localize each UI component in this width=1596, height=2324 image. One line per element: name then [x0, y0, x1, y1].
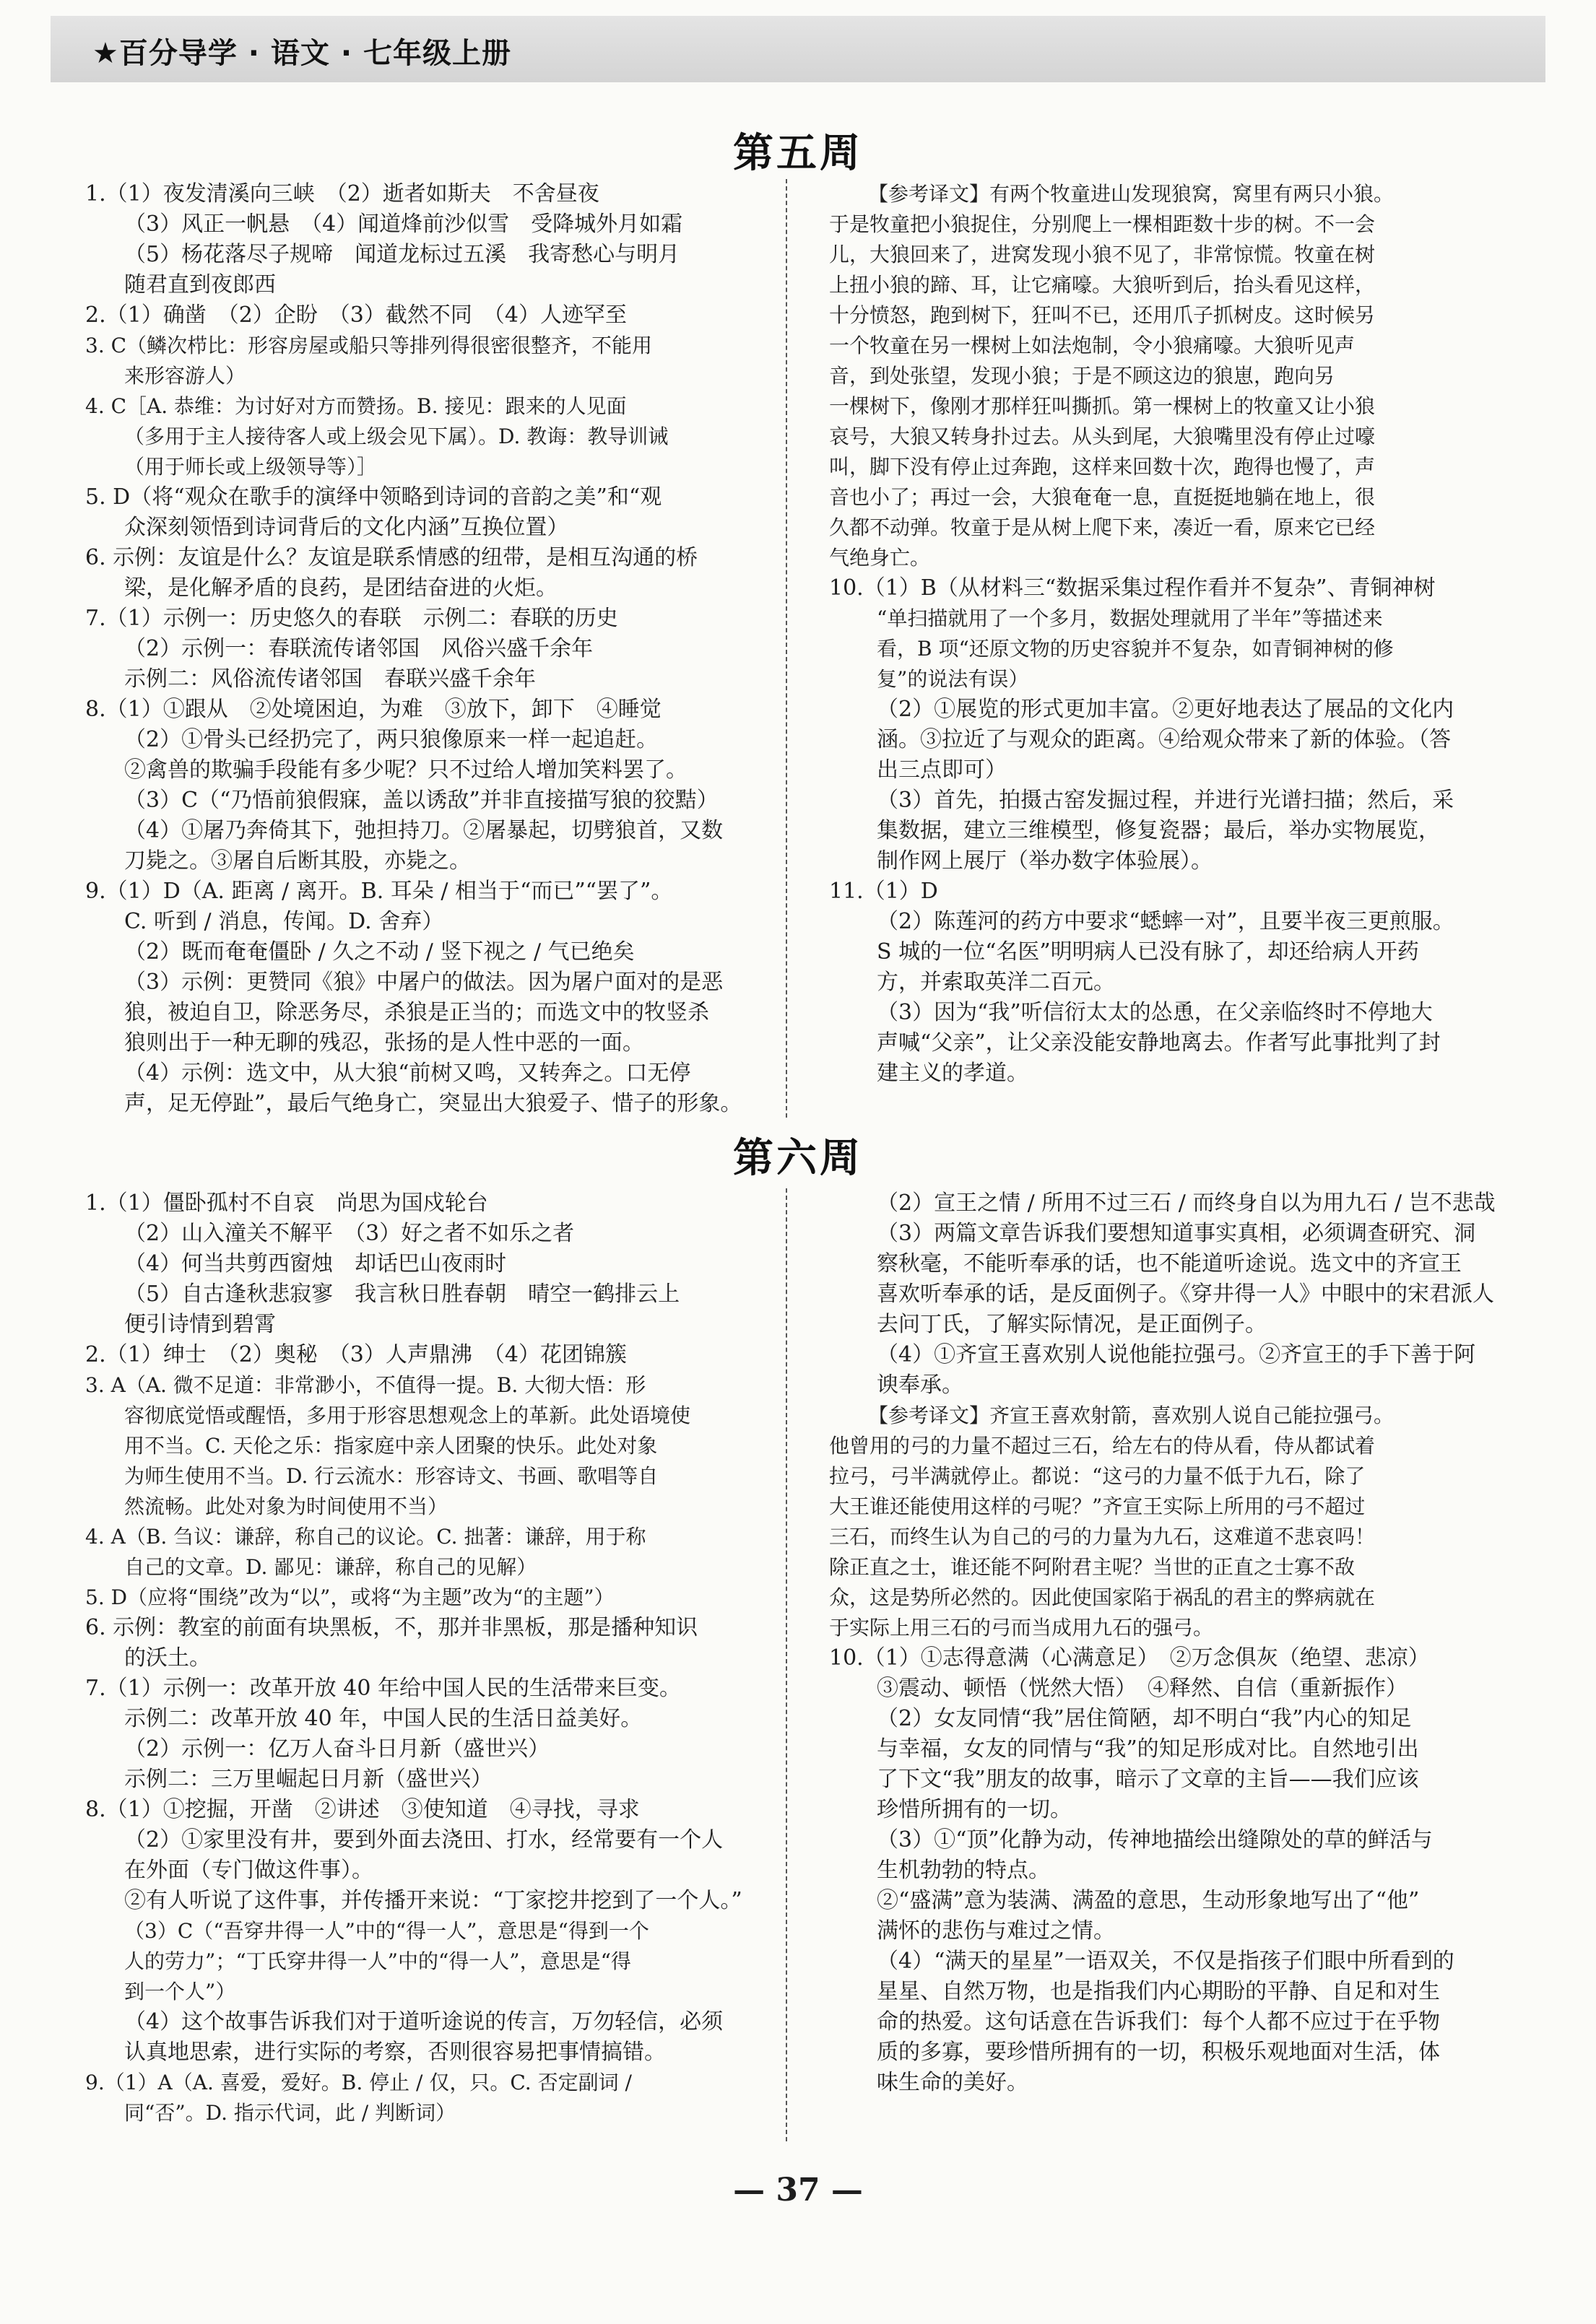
week6-title: 第六周: [733, 1134, 863, 1182]
text-line: 质的多寡，要珍惜所拥有的一切，积极乐观地面对生活，体: [877, 2040, 1440, 2065]
text-line: 8.（1）①跟从 ②处境困迫，为难 ③放下，卸下 ④睡觉: [85, 697, 662, 722]
text-line: “单扫描就用了一个多月，数据处理就用了半年”等描述来: [877, 606, 1383, 630]
text-line: 刀毙之。③屠自后断其股，亦毙之。: [124, 848, 471, 874]
text-line: 叫，脚下没有停止过奔跑，这样来回数十次，跑得也慢了，声: [829, 455, 1376, 479]
text-line: 谀奉承。: [877, 1372, 963, 1398]
text-line: 星星、自然万物，也是指我们内心期盼的平静、自足和对生: [877, 1979, 1440, 2004]
text-line: 10.（1）B（从材料三“数据采集过程作看并不复杂”、青铜神树: [829, 575, 1436, 601]
text-line: （2）示例一：春联流传诸邻国 风俗兴盛千余年: [124, 636, 594, 661]
text-line: （3）C（“乃悟前狼假寐，盖以诱敌”并非直接描写狼的狡黠）: [124, 788, 719, 813]
text-line: 声喊“父亲”，让父亲没能安静地离去。作者写此事批判了封: [877, 1030, 1441, 1056]
text-line: （4）示例：选文中，从大狼“前树又鸣，又转奔之。口无停: [124, 1061, 691, 1086]
text-line: 儿，大狼回来了，进窝发现小狼不见了，非常惊慌。牧童在树: [829, 243, 1376, 266]
text-line: 2.（1）确凿 （2）企盼 （3）截然不同 （4）人迹罕至: [85, 303, 627, 328]
text-line: 察秋毫，不能听奉承的话，也不能道听途说。选文中的齐宣王: [877, 1251, 1462, 1276]
text-line: 喜欢听奉承的话，是反面例子。《穿井得一人》中眼中的宋君派人: [877, 1281, 1494, 1307]
text-line: 生机勃勃的特点。: [877, 1858, 1050, 1883]
text-line: （3）首先，拍摄古窑发掘过程，并进行光谱扫描；然后，采: [877, 788, 1454, 813]
column-divider: [786, 179, 787, 1118]
text-line: （3）示例：更赞同《狼》中屠户的做法。因为屠户面对的是恶: [124, 970, 724, 995]
text-line: 珍惜所拥有的一切。: [877, 1797, 1072, 1822]
text-line: （4）这个故事告诉我们对于道听途说的传言，万勿轻信，必须: [124, 2009, 724, 2034]
text-line: （2）①骨头已经扔完了，两只狼像原来一样一起追赶。: [124, 727, 659, 752]
text-line: 示例二：改革开放 40 年，中国人民的生活日益美好。: [124, 1706, 643, 1731]
text-line: 3. A（A. 微不足道：非常渺小，不值得一提。B. 大彻大悟：形: [85, 1373, 646, 1397]
text-line: （用于师长或上级领导等）］: [124, 455, 378, 479]
text-line: 满怀的悲伤与难过之情。: [877, 1918, 1115, 1944]
text-line: 4. C［A. 恭维：为讨好对方而赞扬。B. 接见：跟来的人见面: [85, 394, 627, 418]
text-line: 出三点即可）: [877, 757, 1007, 783]
text-line: 狼，被迫自卫，除恶务尽，杀狼是正当的；而选文中的牧竖杀: [124, 1000, 709, 1025]
text-line: （4）何当共剪西窗烛 却话巴山夜雨时: [124, 1251, 507, 1276]
text-line: 涵。③拉近了与观众的距离。④给观众带来了新的体验。（答: [877, 727, 1451, 752]
text-line: 音，到处张望，发现小狼；于是不顾这边的狼崽，跑向另: [829, 364, 1335, 388]
text-line: 命的热爱。这句话意在告诉我们：每个人都不应过于在乎物: [877, 2009, 1440, 2034]
text-line: 大王谁还能使用这样的弓呢？”齐宣王实际上所用的弓不超过: [829, 1494, 1366, 1518]
text-line: 10.（1）①志得意满（心满意足） ②万念俱灰（绝望、悲凉）: [829, 1645, 1430, 1671]
text-line: 同“否”。D. 指示代词，此 / 判断词）: [124, 2101, 456, 2125]
text-line: ②禽兽的欺骗手段能有多少呢？只不过给人增加笑料罢了。: [124, 757, 688, 783]
text-line: （2）陈莲河的药方中要求“蟋蟀一对”，且要半夜三更煎服。: [877, 909, 1454, 934]
text-line: 气绝身亡。: [829, 546, 931, 570]
text-line: （3）两篇文章告诉我们要想知道事实真相，必须调查研究、洞: [877, 1221, 1476, 1246]
text-line: 音也小了；再过一会，大狼奄奄一息，直挺挺地躺在地上，很: [829, 485, 1376, 509]
text-line: 除正直之士，谁还能不阿附君主呢？当世的正直之士寡不敌: [829, 1555, 1356, 1579]
text-line: 11.（1）D: [829, 879, 938, 904]
text-line: 方，并索取英洋二百元。: [877, 970, 1115, 995]
text-line: 与幸福，女友的同情与“我”的知足形成对比。自然地引出: [877, 1736, 1419, 1762]
page-number: — 37 —: [733, 2172, 863, 2208]
text-line: 为师生使用不当。D. 行云流水：形容诗文、书画、歌唱等自: [124, 1464, 659, 1488]
text-line: 狼则出于一种无聊的残忍，张扬的是人性中恶的一面。: [124, 1030, 644, 1056]
week5-right-column: [829, 179, 1454, 1089]
text-line: 4. A（B. 刍议：谦辞，称自己的议论。C. 拙著：谦辞，用于称: [85, 1525, 646, 1549]
text-line: 十分愤怒，跑到树下，狂叫不已，还用爪子抓树皮。这时候另: [829, 303, 1376, 327]
text-line: 了下文“我”朋友的故事，暗示了文章的主旨——我们应该: [877, 1767, 1419, 1792]
text-line: （2）示例一：亿万人奋斗日月新（盛世兴）: [124, 1736, 550, 1762]
text-line: 一个牧童在另一棵树上如法炮制，令小狼痛嚎。大狼听见声: [829, 334, 1356, 357]
text-line: （3）风正一帆悬 （4）闻道烽前沙似雪 受降城外月如霜: [124, 212, 683, 237]
text-line: 的沃土。: [124, 1645, 211, 1671]
text-line: 众深刻领悟到诗词背后的文化内涵”互换位置）: [124, 515, 569, 540]
text-line: 8.（1）①挖掘，开凿 ②讲述 ③使知道 ④寻找，寻求: [85, 1797, 640, 1822]
text-line: 然流畅。此处对象为时间使用不当）: [124, 1494, 448, 1518]
text-line: （2）山入潼关不解平 （3）好之者不如乐之者: [124, 1221, 575, 1246]
text-line: （4）①屠乃奔倚其下，弛担持刀。②屠暴起，切劈狼首，又数: [124, 818, 724, 843]
text-line: 一棵树下，像刚才那样狂叫撕抓。第一棵树上的牧童又让小狼: [829, 394, 1376, 418]
page-header: [51, 16, 1545, 82]
text-line: 用不当。C. 天伦之乐：指家庭中亲人团聚的快乐。此处对象: [124, 1434, 658, 1458]
book-title: ★百分导学 · 语文 · 七年级上册: [92, 37, 511, 70]
text-line: 上扭小狼的蹄、耳，让它痛嚎。大狼听到后，抬头看见这样，: [829, 273, 1376, 297]
text-line: （2）①家里没有井，要到外面去浇田、打水，经常要有一个人: [124, 1827, 724, 1853]
text-line: ③震动、顿悟（恍然大悟） ④释然、自信（重新振作）: [877, 1676, 1408, 1701]
text-line: （4）“满天的星星”一语双关，不仅是指孩子们眼中所看到的: [877, 1949, 1454, 1974]
text-line: 6. 示例：教室的前面有块黑板，不，那并非黑板，那是播种知识: [85, 1615, 698, 1640]
text-line: 【参考译文】齐宣王喜欢射箭，喜欢别人说自己能拉强弓。: [868, 1403, 1395, 1427]
week6-right-column: [829, 1188, 1496, 2098]
text-line: 复”的说法有误）: [877, 667, 1029, 691]
text-line: S 城的一位“名医”明明病人已没有脉了，却还给病人开药: [877, 939, 1419, 965]
text-line: （3）因为“我”听信衍太太的怂恿，在父亲临终时不停地大: [877, 1000, 1433, 1025]
week5-title: 第五周: [733, 129, 863, 177]
text-line: （2）女友同情“我”居住简陋，却不明白“我”内心的知足: [877, 1706, 1412, 1731]
text-line: （4）①齐宣王喜欢别人说他能拉强弓。②齐宣王的手下善于阿: [877, 1342, 1476, 1367]
text-line: 他曾用的弓的力量不超过三石，给左右的侍从看，侍从都试着: [829, 1434, 1376, 1458]
text-line: 声，足无停趾”，最后气绝身亡，突显出大狼爱子、惜子的形象。: [124, 1091, 742, 1116]
text-line: 3. C（鳞次栉比：形容房屋或船只等排列得很密很整齐，不能用: [85, 334, 653, 357]
text-line: 建主义的孝道。: [877, 1061, 1028, 1086]
text-line: 拉弓，弓半满就停止。都说：“这弓的力量不低于九石，除了: [829, 1464, 1366, 1488]
text-line: 【参考译文】有两个牧童进山发现狼窝，窝里有两只小狼。: [868, 182, 1395, 206]
text-line: 人的劳力”；“丁氏穿井得一人”中的“得一人”，意思是“得: [124, 1949, 631, 1973]
text-line: 在外面（专门做这件事）。: [124, 1858, 373, 1883]
week6-left-column: [85, 1188, 742, 2128]
text-line: 5. D（将“观众在歌手的演绎中领略到诗词的音韵之美”和“观: [85, 484, 662, 510]
text-line: 看，B 项“还原文物的历史容貌并不复杂，如青铜神树的修: [877, 637, 1394, 661]
text-line: ②“盛满”意为装满、满盈的意思，生动形象地写出了“他”: [877, 1888, 1420, 1913]
text-line: 众，这是势所必然的。因此使国家陷于祸乱的君主的弊病就在: [829, 1585, 1376, 1609]
text-line: 7.（1）示例一：改革开放 40 年给中国人民的生活带来巨变。: [85, 1676, 681, 1701]
text-line: 到一个人”）: [124, 1980, 236, 2003]
text-line: 梁，是化解矛盾的良药，是团结奋进的火炬。: [124, 575, 558, 601]
text-line: 示例二：风俗流传诸邻国 春联兴盛千余年: [124, 666, 536, 692]
text-line: 三石，而终生认为自己的弓的力量为九石，这难道不悲哀吗！: [829, 1525, 1376, 1549]
text-line: （3）①“顶”化静为动，传神地描绘出缝隙处的草的鲜活与: [877, 1827, 1433, 1853]
text-line: （2）既而奄奄僵卧 / 久之不动 / 竖下视之 / 气已绝矣: [124, 939, 635, 965]
text-line: 1.（1）僵卧孤村不自哀 尚思为国戍轮台: [85, 1191, 488, 1216]
text-line: （2）宣王之情 / 所用不过三石 / 而终身自以为用九石 / 岂不悲哉: [877, 1191, 1496, 1216]
text-line: ②有人听说了这件事，并传播开来说：“丁家挖井挖到了一个人。”: [124, 1888, 742, 1913]
text-line: 便引诗情到碧霄: [124, 1312, 276, 1337]
text-line: 于是牧童把小狼捉住，分别爬上一棵相距数十步的树。不一会: [829, 212, 1376, 236]
text-line: 7.（1）示例一：历史悠久的春联 示例二：春联的历史: [85, 606, 618, 631]
text-line: 认真地思索，进行实际的考察，否则很容易把事情搞错。: [124, 2040, 666, 2065]
text-line: 来形容游人）: [124, 364, 246, 388]
text-line: 6. 示例：友谊是什么？友谊是联系情感的纽带，是相互沟通的桥: [85, 545, 698, 570]
text-line: 9.（1）D（A. 距离 / 离开。B. 耳朵 / 相当于“而已”“罢了”。: [85, 879, 673, 904]
text-line: 于实际上用三石的弓而当成用九石的强弓。: [829, 1616, 1214, 1640]
text-line: C. 听到 / 消息，传闻。D. 舍弃）: [124, 909, 444, 934]
week5-left-column: [85, 179, 742, 1119]
text-line: （5）杨花落尽子规啼 闻道龙标过五溪 我寄愁心与明月: [124, 242, 680, 267]
text-line: 1.（1）夜发清溪向三峡 （2）逝者如斯夫 不舍昼夜: [85, 181, 599, 206]
text-line: 随君直到夜郎西: [124, 272, 276, 297]
text-line: （5）自古逢秋悲寂寥 我言秋日胜春朝 晴空一鹤排云上: [124, 1281, 680, 1307]
text-line: 去问丁氏，了解实际情况，是正面例子。: [877, 1312, 1267, 1337]
column-divider: [786, 1188, 787, 2141]
text-line: 2.（1）绅士 （2）奥秘 （3）人声鼎沸 （4）花团锦簇: [85, 1342, 627, 1367]
text-line: （多用于主人接待客人或上级会见下属）。D. 教诲：教导训诫: [124, 425, 669, 448]
text-line: 容彻底觉悟或醒悟，多用于形容思想观念上的革新。此处语境使: [124, 1403, 691, 1427]
text-line: 自己的文章。D. 鄙见：谦辞，称自己的见解）: [124, 1555, 537, 1579]
text-line: （2）①展览的形式更加丰富。②更好地表达了展品的文化内: [877, 697, 1454, 722]
text-line: 制作网上展厅（举办数字体验展）。: [877, 848, 1213, 874]
text-line: 9.（1）A（A. 喜爱，爱好。B. 停止 / 仅，只。C. 否定副词 /: [85, 2071, 632, 2094]
text-line: 久都不动弹。牧童于是从树上爬下来，凑近一看，原来它已经: [829, 515, 1376, 539]
text-line: 5. D（应将“围绕”改为“以”，或将“为主题”改为“的主题”）: [85, 1585, 615, 1609]
text-line: 示例二：三万里崛起日月新（盛世兴）: [124, 1767, 493, 1792]
text-line: 集数据，建立三维模型，修复瓷器；最后，举办实物展览，: [877, 818, 1440, 843]
text-line: （3）C（“吾穿井得一人”中的“得一人”，意思是“得到一个: [124, 1919, 649, 1943]
text-line: 哀号，大狼又转身扑过去。从头到尾，大狼嘴里没有停止过嚎: [829, 425, 1376, 448]
text-line: 味生命的美好。: [877, 2070, 1028, 2095]
